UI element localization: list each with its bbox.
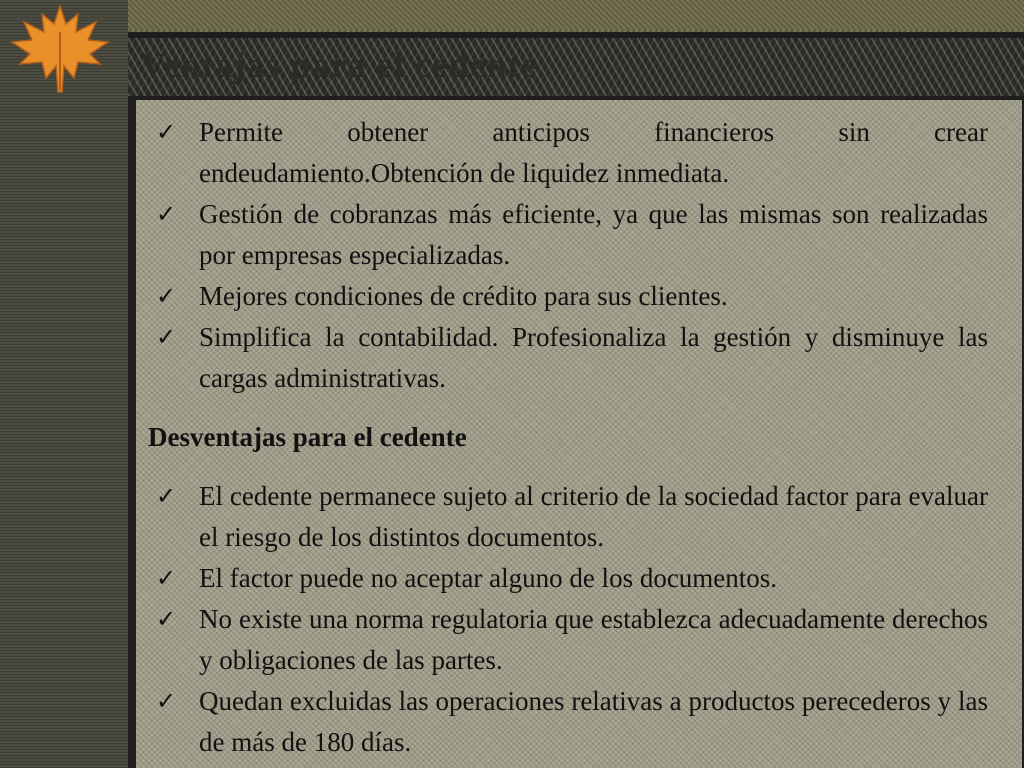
list-item — [146, 194, 988, 276]
check-icon: ✓ — [156, 118, 177, 146]
check-icon: ✓ — [156, 482, 177, 510]
list-item-text: Quedan excluidas las operaciones relativas a productos perecederos y las de más de 180 días. — [199, 686, 988, 757]
list-item-text: Mejores condiciones de crédito para sus clientes. — [199, 281, 728, 311]
list-item-text: Permite obtener anticipos financieros sin crear endeudamiento.Obtención de liquidez inmediata. — [199, 117, 988, 188]
background-top-band — [0, 0, 1024, 30]
list-item — [146, 476, 988, 558]
desventajas-heading: Desventajas para el cedente — [148, 422, 467, 452]
list-item — [146, 276, 988, 317]
list-item-text: El cedente permanece sujeto al criterio de la sociedad factor para evaluar el riesgo de los distintos documentos. — [199, 481, 988, 552]
check-icon: ✓ — [156, 323, 177, 351]
list-item-text: El factor puede no aceptar alguno de los documentos. — [199, 563, 778, 593]
list-item-text: No existe una norma regulatoria que establezca adecuadamente derechos y obligaciones de las partes. — [199, 604, 988, 675]
slide-title: Ventajas para el cedente — [140, 45, 538, 85]
check-icon: ✓ — [156, 564, 177, 592]
desventajas-list — [146, 476, 988, 763]
slide-content — [136, 100, 1022, 768]
list-item-text: Gestión de cobranzas más eficiente, ya que las mismas son realizadas por empresas especializadas. — [199, 199, 988, 270]
list-item — [146, 112, 988, 194]
check-icon: ✓ — [156, 282, 177, 310]
ventajas-list — [146, 112, 988, 399]
background-left-band — [0, 0, 128, 768]
check-icon: ✓ — [156, 605, 177, 633]
list-item — [146, 599, 988, 681]
list-item — [146, 558, 988, 599]
maple-leaf-icon — [4, 2, 116, 96]
list-item — [146, 317, 988, 399]
check-icon: ✓ — [156, 687, 177, 715]
check-icon: ✓ — [156, 200, 177, 228]
list-item — [146, 681, 988, 763]
list-item-text: Simplifica la contabilidad. Profesionaliza la gestión y disminuye las cargas administrativas. — [199, 322, 988, 393]
